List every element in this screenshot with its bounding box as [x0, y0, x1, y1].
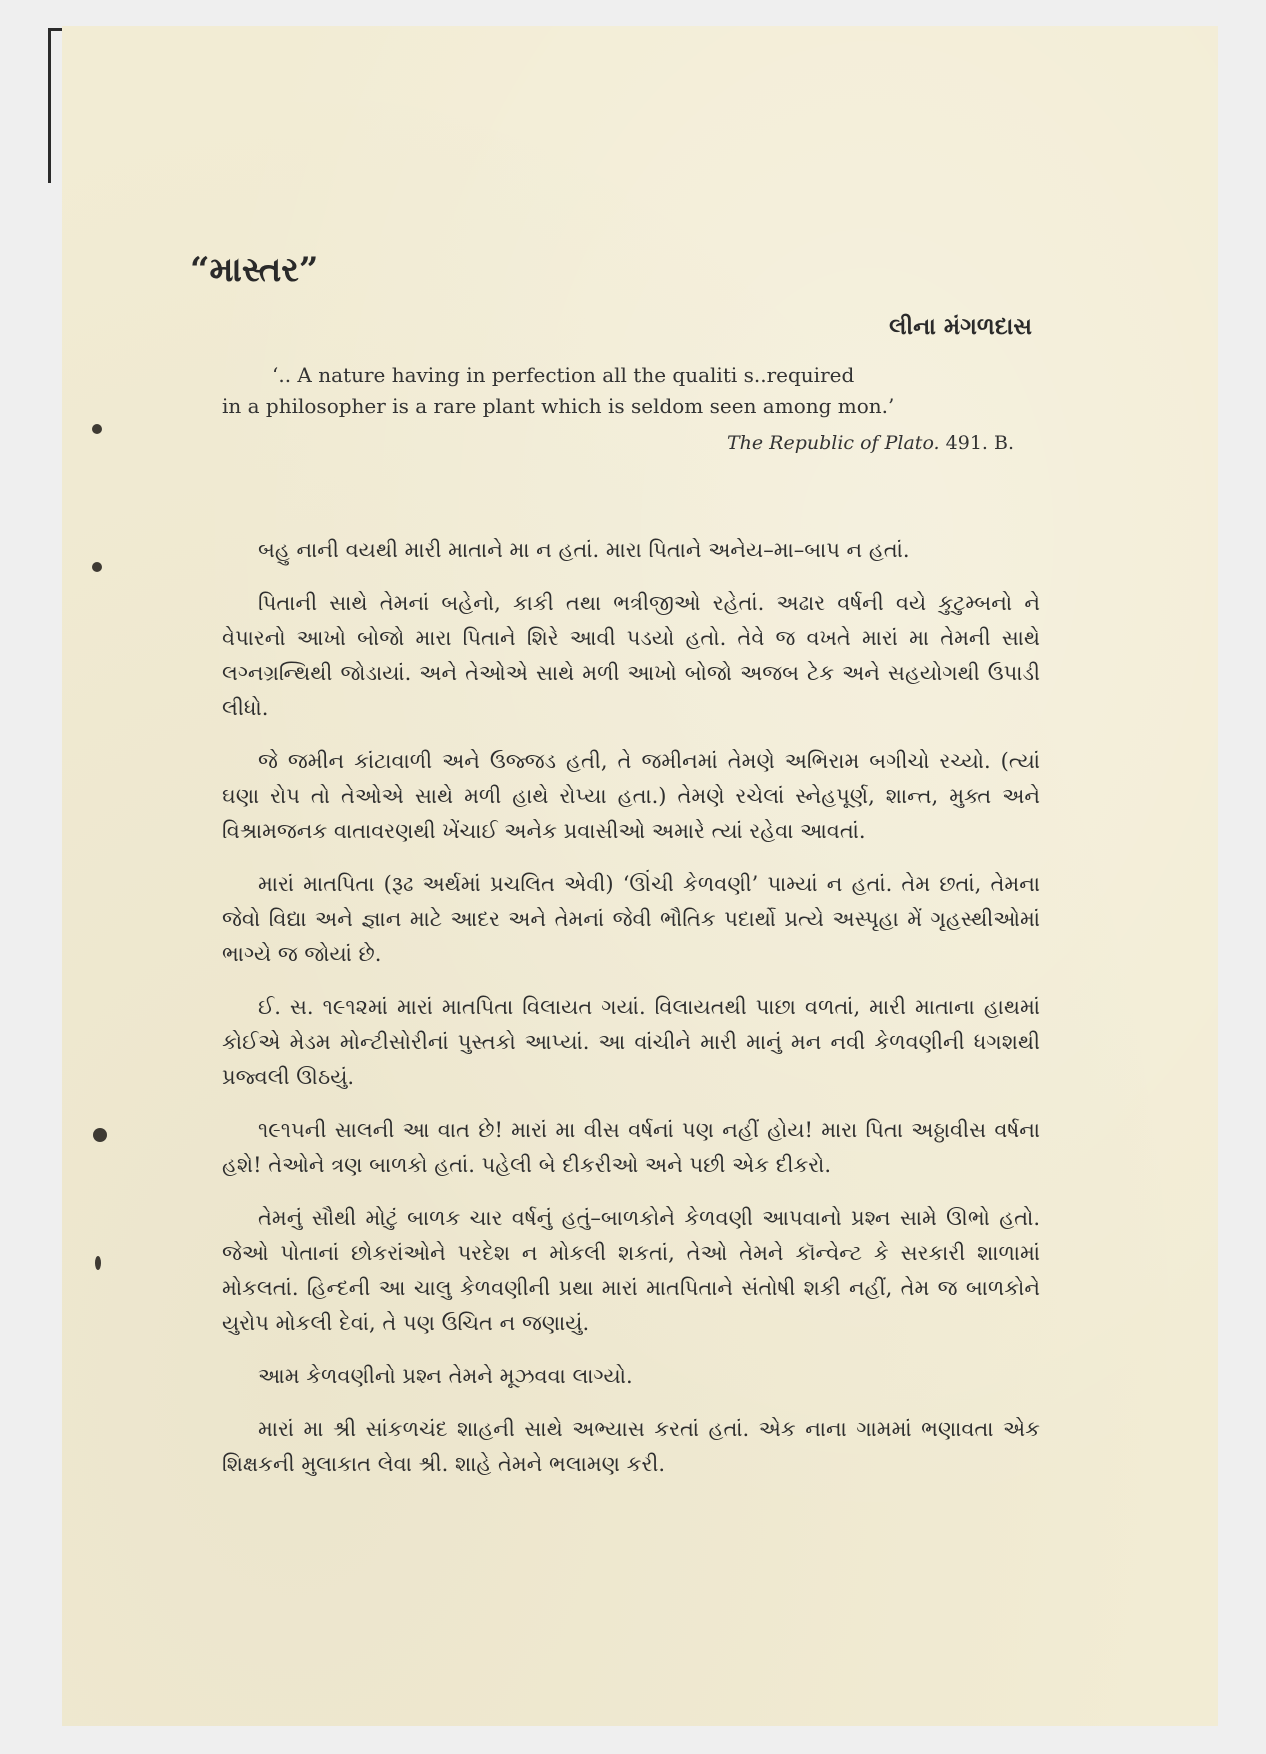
- punch-hole-mark: [93, 1128, 107, 1142]
- paragraph-2: પિતાની સાથે તેમનાં બહેનો, કાકી તથા ભત્રીજીઓ રહેતાં. અઢાર વર્ષની વયે કુટુમ્બનો ને વેપારનો આખો બોજો મારા પિતાને શિરે આવી પડયો હતો. તેવે જ વખતે મારાં મા તેમની સાથે લગ્નગ્રન્થિથી જોડાયાં. અને તેઓએ સાથે મળી આખો બોજો અજબ ટેક અને સહયોગથી ઉપાડી લીધો.: [222, 591, 1040, 720]
- paragraph-6: ૧૯૧૫ની સાલની આ વાત છે! મારાં મા વીસ વર્ષનાં પણ નહીં હોય! મારા પિતા અઠ્ઠાવીસ વર્ષના હશે! તેઓને ત્રણ બાળકો હતાં. પહેલી બે દીકરીઓ અને પછી એક દીકરો.: [222, 1118, 1040, 1177]
- epigraph-source: [727, 432, 1014, 454]
- paragraph-3: જે જમીન કાંટાવાળી અને ઉજ્જડ હતી, તે જમીનમાં તેમણે અભિરામ બગીચો રચ્યો. (ત્યાં ઘણા રોપ તો તેઓએ સાથે મળી હાથે રોપ્યા હતા.) તેમણે રચેલાં સ્નેહપૂર્ણ, શાન્ત, મુક્ત અને વિશ્રામજનક વાતાવરણથી ખેંચાઈ અનેક પ્રવાસીઓ અમારે ત્યાં રહેવા આવતાં.: [222, 749, 1040, 843]
- epigraph-source-title: The Republic of Plato.: [726, 432, 940, 454]
- paragraph-1: બહુ નાની વયથી મારી માતાને મા ન હતાં. મારા પિતાને અનેય–મા–બાપ ન હતાં.: [258, 538, 910, 562]
- punch-hole-mark: [95, 1256, 101, 1270]
- article-body: [222, 533, 1040, 1500]
- page-title: “માસ્તર”: [190, 250, 319, 290]
- binding-mark-top: [48, 28, 62, 31]
- paragraph-9: મારાં મા શ્રી સાંકળચંદ શાહની સાથે અભ્યાસ કરતાં હતાં. એક નાના ગામમાં ભણાવતા એક શિક્ષકની મુલાકાત લેવા શ્રી. શાહે તેમને ભલામણ કરી.: [222, 1417, 1040, 1476]
- binding-mark: [48, 28, 51, 183]
- paragraph-5: ઈ. સ. ૧૯૧૨માં મારાં માતપિતા વિલાયત ગયાં. વિલાયતથી પાછા વળતાં, મારી માતાના હાથમાં કોઈએ મેડમ મોન્ટીસોરીનાં પુસ્તકો આપ્યાં. આ વાંચીને મારી માનું મન નવી કેળવણીની ધગશથી પ્રજ્વલી ઊઠયું.: [222, 995, 1040, 1089]
- epigraph-source-ref: 491. B.: [945, 432, 1014, 454]
- punch-hole-mark: [92, 424, 102, 434]
- paragraph-8: આમ કેળવણીનો પ્રશ્ન તેમને મૂઝવવા લાગ્યો.: [258, 1364, 633, 1388]
- punch-hole-mark: [92, 562, 102, 572]
- epigraph-line-1: ‘.. A nature having in perfection all the qualiti s..required: [272, 363, 855, 387]
- paragraph-4: મારાં માતપિતા (રૂઢ અર્થમાં પ્રચલિત એવી) ‘ઊંચી કેળવણી’ પામ્યાં ન હતાં. તેમ છતાં, તેમના જેવો વિદ્યા અને જ્ઞાન માટે આદર અને તેમનાં જેવી ભૌતિક પદાર્થો પ્રત્યે અસ્પૃહા મેં ગૃહસ્થીઓમાં ભાગ્યે જ જોયાં છે.: [222, 872, 1040, 966]
- paragraph-7: તેમનું સૌથી મોટું બાળક ચાર વર્ષનું હતું–બાળકોને કેળવણી આપવાનો પ્રશ્ન સામે ઊભો હતો. જેઓ પોતાનાં છોકરાંઓને પરદેશ ન મોકલી શકતાં, તેઓ તેમને કૉન્વેન્ટ કે સરકારી શાળામાં મોકલતાં. હિન્દની આ ચાલુ કેળવણીની પ્રથા મારાં માતપિતાને સંતોષી શકી નહીં, તેમ જ બાળકોને યુરોપ મોકલી દેવાં, તે પણ ઉચિત ન જણાયું.: [222, 1206, 1040, 1335]
- author-name: લીના મંગળદાસ: [889, 313, 1032, 340]
- epigraph-line-2: in a philosopher is a rare plant which is seldom seen among mon.’: [222, 394, 895, 418]
